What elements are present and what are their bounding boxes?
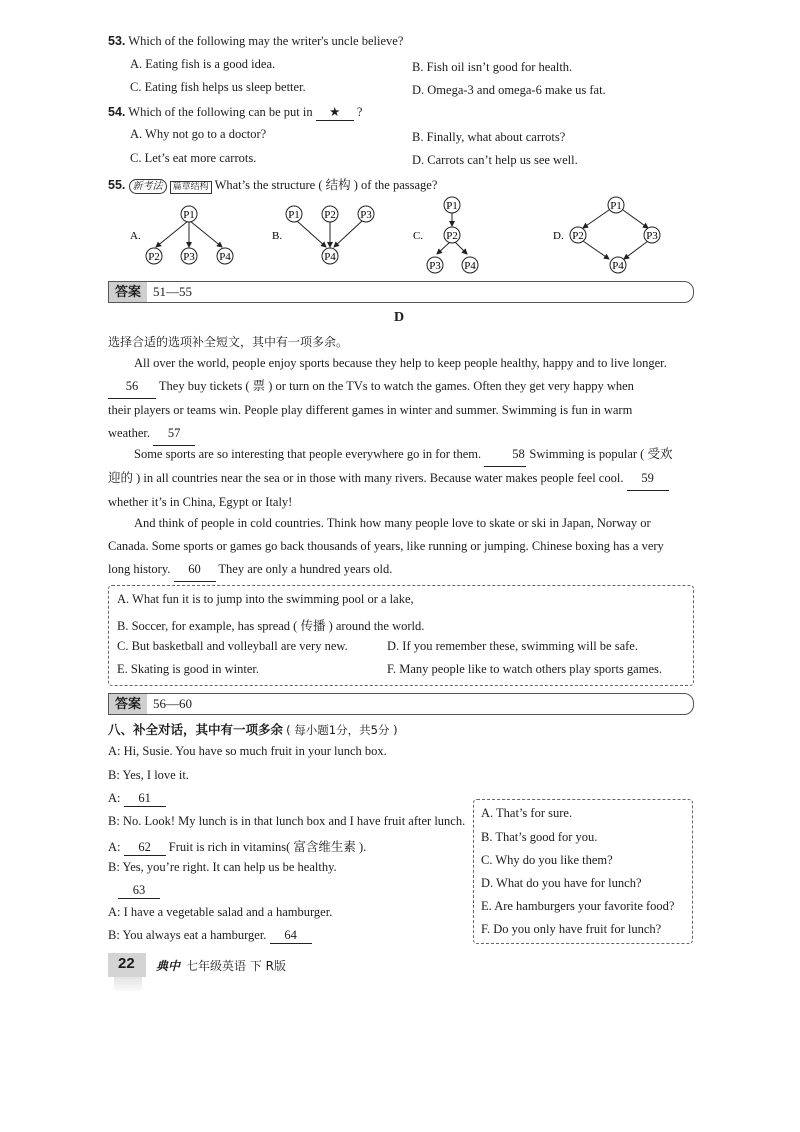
blank-64[interactable]: 64 [270, 928, 312, 944]
section-8-title-text: 八、补全对话，其中有一项多余 [108, 722, 284, 737]
dialog-line-3 [108, 791, 166, 807]
diagram-d-p3: P3 [646, 230, 658, 242]
diagram-b-p2: P2 [324, 209, 336, 221]
answer-label: 答案 [109, 282, 147, 302]
q53-text: Which of the following may the writer's uncle believe? [128, 34, 404, 48]
option-8-d[interactable]: D. What do you have for lunch? [481, 876, 642, 890]
dialog-line-1: A: Hi, Susie. You have so much fruit in your lunch box. [108, 744, 387, 758]
blank-58[interactable]: 58 [484, 443, 526, 467]
p2-line-2-text: 迎的 ) in all countries near the sea or in those with many rivers. Because water makes people feel cool. [108, 471, 624, 485]
dialog-line-5 [108, 837, 366, 856]
diagram-c[interactable] [413, 197, 478, 273]
q53-option-a[interactable]: A. Eating fish is a good idea. [130, 57, 276, 71]
p3-line-2: Canada. Some sports or games go back thousands of years, like running or jumping. Chinese boxing has a very [108, 539, 664, 553]
option-d-f[interactable]: F. Many people like to watch others play sports games. [387, 662, 662, 676]
option-d-b[interactable]: B. Soccer, for example, has spread ( 传播 ) around the world. [117, 619, 425, 633]
blank-56[interactable]: 56 [108, 375, 156, 399]
section-d-title: D [394, 310, 405, 325]
option-d-d[interactable]: D. If you remember these, swimming will be safe. [387, 639, 638, 653]
p2-line-1-text: Some sports are so interesting that people everywhere go in for them. [134, 447, 482, 461]
section-8-score: ( 每小题1分，共5分 ) [286, 723, 398, 737]
q55-stem [108, 175, 437, 194]
blank-59[interactable]: 59 [627, 467, 669, 491]
diagram-c-p1: P1 [446, 200, 458, 212]
option-8-f[interactable]: F. Do you only have fruit for lunch? [481, 922, 662, 936]
q53-number: 53. [108, 34, 126, 48]
q53-option-c[interactable]: C. Eating fish helps us sleep better. [130, 80, 306, 94]
blank-57[interactable]: 57 [153, 422, 195, 446]
new-method-badge: 新考法 [129, 179, 167, 194]
q55-text: What’s the structure ( 结构 ) of the passage? [214, 178, 438, 192]
structure-diagrams [0, 195, 800, 275]
p2-line-2 [108, 467, 694, 491]
answer-bar-56-60[interactable] [108, 693, 694, 715]
dialog-line-8-text: B: You always eat a hamburger. [108, 928, 267, 942]
diagram-c-p3: P3 [429, 260, 441, 272]
star-icon: ★ [329, 105, 341, 119]
dialog-line-2: B: Yes, I love it. [108, 768, 189, 782]
diagram-d-p4: P4 [612, 260, 624, 272]
page-number: 22 [118, 955, 135, 972]
answer-bar-51-55[interactable] [108, 281, 694, 303]
passage-paragraph-3 [108, 512, 694, 582]
p1-line-2 [108, 375, 694, 399]
p1-line-2-text: They buy tickets ( 票 ) or turn on the TVs to watch the games. Often they get very happy when [158, 379, 634, 393]
q53-stem [108, 34, 403, 49]
diagram-c-p4: P4 [464, 260, 476, 272]
page-number-tab [108, 953, 146, 977]
q53-option-b[interactable]: B. Fish oil isn’t good for health. [412, 60, 573, 74]
q54-option-d[interactable]: D. Carrots can’t help us see well. [412, 153, 578, 167]
diagram-a-p1: P1 [183, 209, 195, 221]
diagram-d-p1: P1 [610, 200, 622, 212]
q54-star-blank [316, 104, 354, 121]
footer [108, 953, 368, 993]
dialog-line-63 [118, 883, 160, 899]
brand-logo: 典中 [156, 959, 181, 973]
p1-line-3: their players or teams win. People play different games in winter and summer. Swimming is fun in warm [108, 403, 633, 417]
diagram-a-p3: P3 [183, 251, 195, 263]
section-8-options-box [473, 799, 693, 944]
diagram-a-p4: P4 [219, 251, 231, 263]
option-d-c[interactable]: C. But basketball and volleyball are very new. [117, 639, 348, 653]
q54-option-a[interactable]: A. Why not go to a doctor? [130, 127, 267, 141]
blank-60[interactable]: 60 [174, 558, 216, 582]
section-d-instruction: 选择合适的选项补全短文，其中有一项多余。 [108, 335, 349, 349]
diagram-b-label: B. [272, 230, 283, 242]
page-tab-shadow [114, 977, 142, 991]
diagram-b-p4: P4 [324, 251, 336, 263]
dialog-line-6: B: Yes, you’re right. It can help us be healthy. [108, 860, 337, 874]
diagram-c-label: C. [413, 230, 424, 242]
blank-63[interactable]: 63 [118, 883, 160, 899]
passage-paragraph-2 [108, 443, 694, 514]
p1-line-4-text: weather. [108, 426, 150, 440]
q54-option-c[interactable]: C. Let’s eat more carrots. [130, 151, 257, 165]
p3-line-3-text-b: They are only a hundred years old. [218, 562, 393, 576]
option-8-e[interactable]: E. Are hamburgers your favorite food? [481, 899, 675, 913]
diagram-b[interactable] [272, 206, 374, 264]
q55-number: 55. [108, 178, 126, 192]
passage-paragraph-1 [108, 352, 694, 446]
diagram-c-p2: P2 [446, 230, 458, 242]
section-8-title [108, 720, 398, 738]
option-d-e[interactable]: E. Skating is good in winter. [117, 662, 260, 676]
diagram-a-p2: P2 [148, 251, 160, 263]
dialog-line-7: A: I have a vegetable salad and a hamburger. [108, 905, 333, 919]
dialog-speaker-a: A: [108, 791, 121, 805]
answer-range: 56—60 [153, 696, 192, 711]
dialog-speaker-a: A: [108, 840, 121, 854]
diagram-a-label: A. [130, 230, 141, 242]
section-d-options-box [108, 585, 694, 686]
dialog-line-8 [108, 928, 312, 944]
option-d-a[interactable]: A. What fun it is to jump into the swimming pool or a lake, [117, 592, 414, 606]
p2-line-1 [108, 443, 694, 467]
q53-option-d[interactable]: D. Omega-3 and omega-6 make us fat. [412, 83, 606, 97]
p3-line-1: And think of people in cold countries. Think how many people love to skate or ski in Japan, Norway or [134, 516, 651, 530]
blank-62[interactable]: 62 [124, 840, 166, 856]
q54-option-b[interactable]: B. Finally, what about carrots? [412, 130, 566, 144]
p3-line-3 [108, 558, 694, 582]
q54-end: ? [356, 105, 363, 119]
diagram-a[interactable] [130, 206, 233, 264]
structure-badge: 篇章结构 [170, 181, 212, 194]
diagram-d-p2: P2 [572, 230, 584, 242]
option-8-a[interactable]: A. That’s for sure. [481, 806, 573, 820]
answer-label: 答案 [109, 694, 147, 714]
book-title: 七年级英语 下 R版 [186, 959, 286, 973]
diagram-b-p1: P1 [288, 209, 300, 221]
diagram-b-p3: P3 [360, 209, 372, 221]
option-8-b[interactable]: B. That’s good for you. [481, 830, 598, 844]
q54-stem [108, 104, 362, 121]
q54-number: 54. [108, 105, 126, 119]
p1-line-1: All over the world, people enjoy sports because they help to keep people healthy, happy and to live longer. [134, 356, 667, 370]
blank-61[interactable]: 61 [124, 791, 166, 807]
answer-range: 51—55 [153, 284, 192, 299]
diagram-d-label: D. [553, 230, 564, 242]
dialog-line-4: B: No. Look! My lunch is in that lunch box and I have fruit after lunch. [108, 814, 466, 828]
p2-line-1-text-b: Swimming is popular ( 受欢 [529, 447, 673, 461]
p3-line-3-text: long history. [108, 562, 171, 576]
dialog-line-5-text: Fruit is rich in vitamins( 富含维生素 ). [168, 840, 367, 854]
option-8-c[interactable]: C. Why do you like them? [481, 853, 613, 867]
p2-line-3: whether it’s in China, Egypt or Italy! [108, 495, 293, 509]
q54-text: Which of the following can be put in [128, 105, 313, 119]
diagram-d[interactable] [553, 197, 660, 273]
